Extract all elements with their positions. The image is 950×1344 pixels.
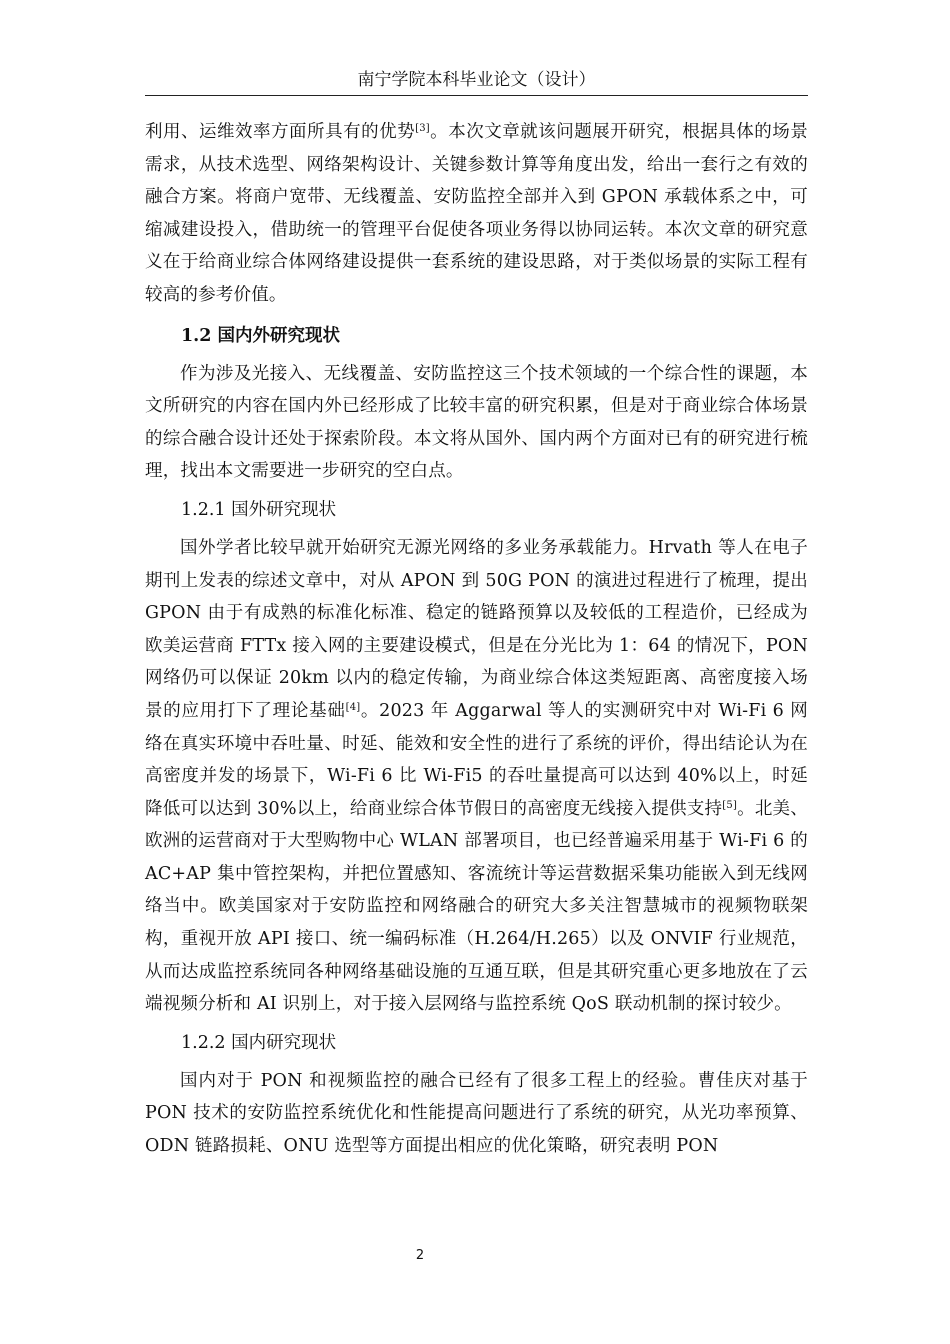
paragraph-text: 。2023 年 Aggarwal 等人的实测研究中对 Wi-Fi 6 网络在真实环境中吞吐量、时延、能效和安全性的进行了系统的评价，得出结论认为在高密度并发的场景下，Wi-Fi 6 比 Wi-Fi5 的吞吐量提高可以达到 40%以上，时延降低可以达到 30%以上，给商业综合体节假日的高密度无线接入提供支持 (145, 700, 809, 819)
citation-ref[interactable]: [4] (345, 701, 361, 713)
paragraph-foreign-research (145, 532, 808, 1021)
paragraph-text: 利用、运维效率方面所具有的优势 (145, 122, 416, 142)
section-heading-1-2: 1.2 国内外研究现状 (181, 325, 341, 346)
paragraph-intro-continuation (145, 116, 808, 312)
section-heading-1-2-1: 1.2.1 国外研究现状 (181, 499, 337, 520)
page-body (145, 116, 808, 1163)
running-header: 南宁学院本科毕业论文（设计） (145, 66, 808, 96)
citation-ref[interactable]: [5] (722, 799, 738, 811)
section-heading-1-2-2: 1.2.2 国内研究现状 (181, 1032, 337, 1053)
citation-ref[interactable]: [3] (415, 123, 430, 134)
paragraph-domestic-research: 国内对于 PON 和视频监控的融合已经有了很多工程上的经验。曹佳庆对基于 PON 技术的安防监控系统优化和性能提高问题进行了系统的研究，从光功率预算、ODN 链路损耗、ONU 选型等方面提出相应的优化策略，研究表明 PON (145, 1070, 808, 1157)
paragraph-text: 。北美、欧洲的运营商对于大型购物中心 WLAN 部署项目，也已经普遍采用基于 Wi-Fi 6 的 AC+AP 集中管控架构，并把位置感知、客流统计等运营数据采集功能嵌入到无线网络当中。欧美国家对于安防监控和网络融合的研究大多关注智慧城市的视频物联架构，重视开放 API 接口、统一编码标准（H.264/H.265）以及 ONVIF 行业规范，从而达成监控系统同各种网络基础设施的互通互联，但是其研究重心更多地放在了云端视频分析和 AI 识别上，对于接入层网络与监控系统 QoS 联动机制的探讨较少。 (145, 798, 808, 1015)
paragraph-overview: 作为涉及光接入、无线覆盖、安防监控这三个技术领域的一个综合性的课题，本文所研究的内容在国内外已经形成了比较丰富的研究积累，但是对于商业综合体场景的综合融合设计还处于探索阶段。本文将从国外、国内两个方面对已有的研究进行梳理，找出本文需要进一步研究的空白点。 (145, 363, 808, 482)
page-footer (0, 1248, 950, 1263)
paragraph-text: 国外学者比较早就开始研究无源光网络的多业务承载能力。Hrvath 等人在电子期刊上发表的综述文章中，对从 APON 到 50G PON 的演进过程进行了梳理，提出 GPON 由于有成熟的标准化标准、稳定的链路预算以及较低的工程造价，已经成为欧美运营商 FTTx 接入网的主要建设模式，但是在分光比为 1：64 的情况下，PON 网络仍可以保证 20km 以内的稳定传输，为商业综合体这类短距离、高密度接入场景的应用打下了理论基础 (145, 537, 808, 721)
page-number: 2 (415, 1248, 425, 1263)
paragraph-text: 。本次文章就该问题展开研究，根据具体的场景需求，从技术选型、网络架构设计、关键参数计算等角度出发，给出一套行之有效的融合方案。将商户宽带、无线覆盖、安防监控全部并入到 GPON 承载体系之中，可缩减建设投入，借助统一的管理平台促使各项业务得以协同运转。本次文章的研究意义在于给商业综合体网络建设提供一套系统的建设思路，对于类似场景的实际工程有较高的参考价值。 (145, 122, 809, 305)
